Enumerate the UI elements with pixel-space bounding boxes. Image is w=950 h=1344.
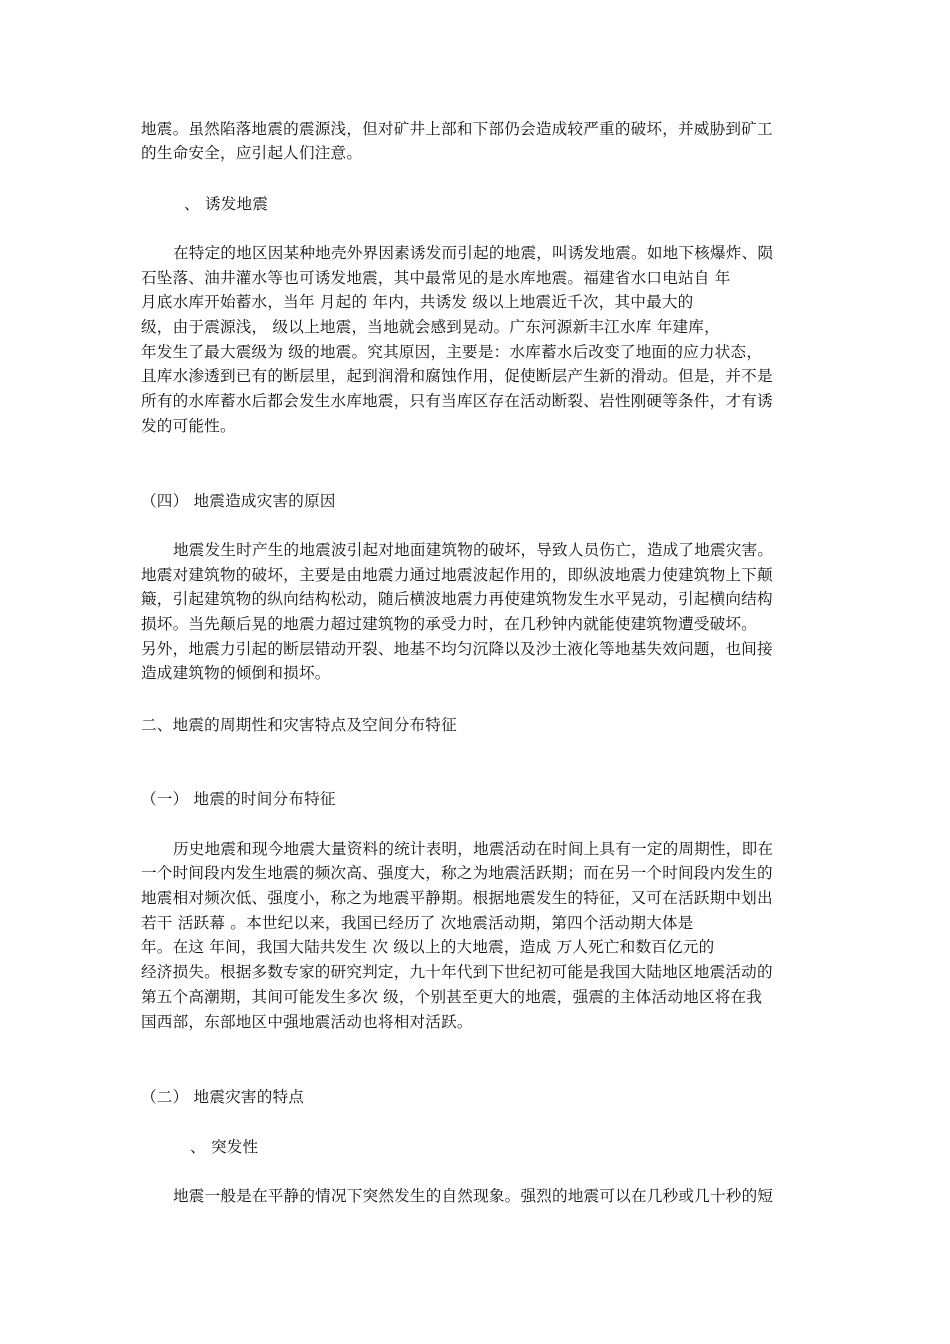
- text-line: 历史地震和现今地震大量资料的统计表明，地震活动在时间上具有一定的周期性，即在: [173, 840, 774, 858]
- section-heading: （四） 地震造成灾害的原因: [141, 492, 336, 510]
- text-line: 一个时间段内发生地震的频次高、强度大，称之为地震活跃期；而在另一个时间段内发生的: [141, 864, 773, 882]
- text-line: 另外，地震力引起的断层错动开裂、地基不均匀沉降以及沙土液化等地基失效问题，也间接: [141, 640, 773, 658]
- text-line: 石坠落、油井灌水等也可诱发地震，其中最常见的是水库地震。福建省水口电站自 年: [141, 269, 731, 287]
- text-line: 所有的水库蓄水后都会发生水库地震，只有当库区存在活动断裂、岩性刚硬等条件，才有诱: [141, 392, 773, 410]
- text-line: 地震。虽然陷落地震的震源浅，但对矿井上部和下部仍会造成较严重的破坏，并威胁到矿工: [141, 120, 773, 138]
- text-line: 且库水渗透到已有的断层里，起到润滑和腐蚀作用，促使断层产生新的滑动。但是，并不是: [141, 367, 773, 385]
- text-line: 地震对建筑物的破坏，主要是由地震力通过地震波起作用的，即纵波地震力使建筑物上下颠: [141, 566, 773, 584]
- text-line: 在特定的地区因某种地壳外界因素诱发而引起的地震，叫诱发地震。如地下核爆炸、陨: [173, 244, 774, 262]
- text-line: 的生命安全，应引起人们注意。: [141, 144, 363, 162]
- text-line: 经济损失。根据多数专家的研究判定，九十年代到下世纪初可能是我国大陆地区地震活动的: [141, 963, 773, 981]
- section-heading: 二、地震的周期性和灾害特点及空间分布特征: [141, 716, 457, 734]
- text-line: 簸，引起建筑物的纵向结构松动，随后横波地震力再使建筑物发生水平晃动，引起横向结构: [141, 590, 773, 608]
- text-line: 地震发生时产生的地震波引起对地面建筑物的破坏，导致人员伤亡，造成了地震灾害。: [173, 541, 774, 559]
- text-line: 第五个高潮期，其间可能发生多次 级，个别甚至更大的地震，强震的主体活动地区将在我: [141, 988, 763, 1006]
- text-line: 发的可能性。: [141, 417, 236, 435]
- text-line: 年发生了最大震级为 级的地震。究其原因，主要是：水库蓄水后改变了地面的应力状态，: [141, 343, 763, 361]
- section-heading: （二） 地震灾害的特点: [141, 1088, 305, 1106]
- text-line: 国西部，东部地区中强地震活动也将相对活跃。: [141, 1013, 473, 1031]
- section-heading: 、 诱发地震: [184, 195, 269, 213]
- text-line: 地震一般是在平静的情况下突然发生的自然现象。强烈的地震可以在几秒或几十秒的短: [173, 1187, 774, 1205]
- text-line: 年。在这 年间，我国大陆共发生 次 级以上的大地震，造成 万人死亡和数百亿元的: [141, 938, 715, 956]
- text-line: 地震相对频次低、强度小，称之为地震平静期。根据地震发生的特征，又可在活跃期中划出: [141, 889, 773, 907]
- section-heading: 、 突发性: [190, 1138, 259, 1156]
- section-heading: （一） 地震的时间分布特征: [141, 790, 336, 808]
- text-line: 若干 活跃幕 。本世纪以来，我国已经历了 次地震活动期，第四个活动期大体是: [141, 914, 694, 932]
- text-line: 级，由于震源浅， 级以上地震，当地就会感到晃动。广东河源新丰江水库 年建库，: [141, 318, 720, 336]
- text-line: 造成建筑物的倾倒和损坏。: [141, 664, 331, 682]
- text-line: 月底水库开始蓄水，当年 月起的 年内，共诱发 级以上地震近千次，其中最大的: [141, 293, 694, 311]
- text-line: 损坏。当先颠后晃的地震力超过建筑物的承受力时，在几秒钟内就能使建筑物遭受破坏。: [141, 615, 757, 633]
